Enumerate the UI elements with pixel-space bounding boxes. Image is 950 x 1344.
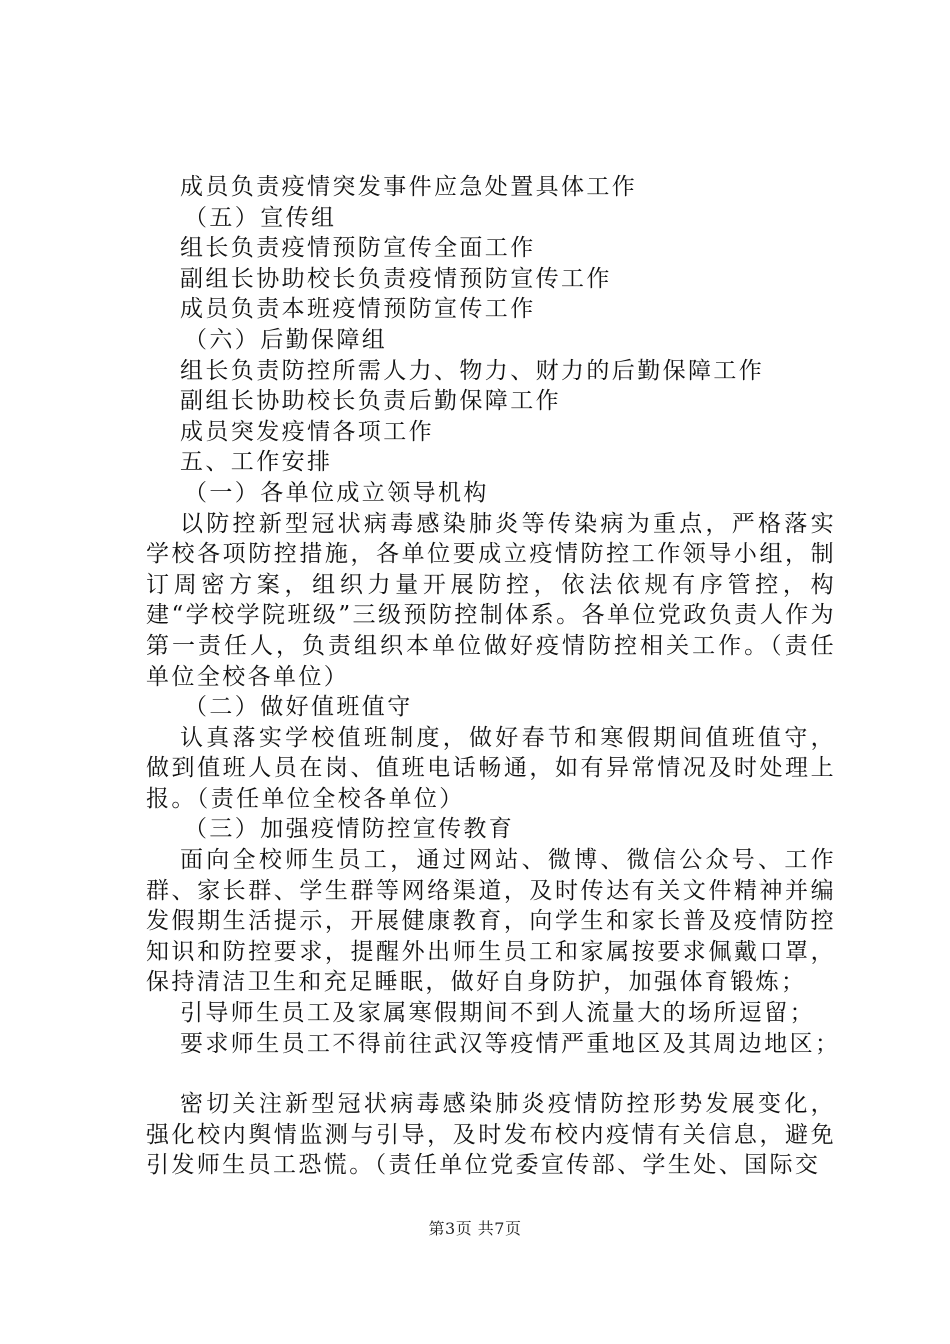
section-heading: （三）加强疫情防控宣传教育 [184,816,515,843]
blank-line [146,1059,836,1089]
section-heading: （一）各单位成立领导机构 [184,479,489,506]
text-line: 组长负责防控所需人力、物力、财力的后勤保障工作 [180,357,765,384]
chapter-heading: 五、工作安排 [180,449,333,476]
text-line: 要求师生员工不得前往武汉等疫情严重地区及其周边地区； [180,1030,841,1057]
section-heading: （五）宣传组 [184,204,337,231]
text-line: 成员负责本班疫情预防宣传工作 [180,296,536,323]
page-footer: 第3页 共7页 [428,1219,522,1238]
paragraph: 以防控新型冠状病毒感染肺炎等传染病为重点，严格落实学校各项防控措施，各单位要成立疫情防控工作领导小组，制订周密方案，组织力量开展防控，依法依规有序管控，构建“学校学院班级”三级预防控制体系。各单位党政负责人作为第一责任人，负责组织本单位做好疫情防控相关工作。（责任单位全校各单位） [146,510,836,690]
paragraph: 面向全校师生员工，通过网站、微博、微信公众号、工作群、家长群、学生群等网络渠道，及时传达有关文件精神并编发假期生活提示，开展健康教育，向学生和家长普及疫情防控知识和防控要求，提醒外出师生员工和家属按要求佩戴口罩，保持清洁卫生和充足睡眠，做好自身防护，加强体育锻炼； [146,847,836,996]
section-heading: （六）后勤保障组 [184,326,388,353]
paragraph: 认真落实学校值班制度，做好春节和寒假期间值班值守，做到值班人员在岗、值班电话畅通，如有异常情况及时处理上报。（责任单位全校各单位） [146,724,836,812]
section-heading: （二）做好值班值守 [184,694,413,721]
text-line: 副组长协助校长负责疫情预防宣传工作 [180,265,612,292]
paragraph: 密切关注新型冠状病毒感染肺炎疫情防控形势发展变化，强化校内舆情监测与引导，及时发布校内疫情有关信息，避免引发师生员工恐慌。（责任单位党委宣传部、学生处、国际交 [146,1091,836,1179]
text-line: 副组长协助校长负责后勤保障工作 [180,388,561,415]
text-line: 组长负责疫情预防宣传全面工作 [180,235,536,262]
text-line: 成员突发疫情各项工作 [180,418,434,445]
document-body [146,172,841,1181]
text-line: 成员负责疫情突发事件应急处置具体工作 [180,174,638,200]
text-line: 引导师生员工及家属寒假期间不到人流量大的场所逗留； [180,1000,815,1027]
